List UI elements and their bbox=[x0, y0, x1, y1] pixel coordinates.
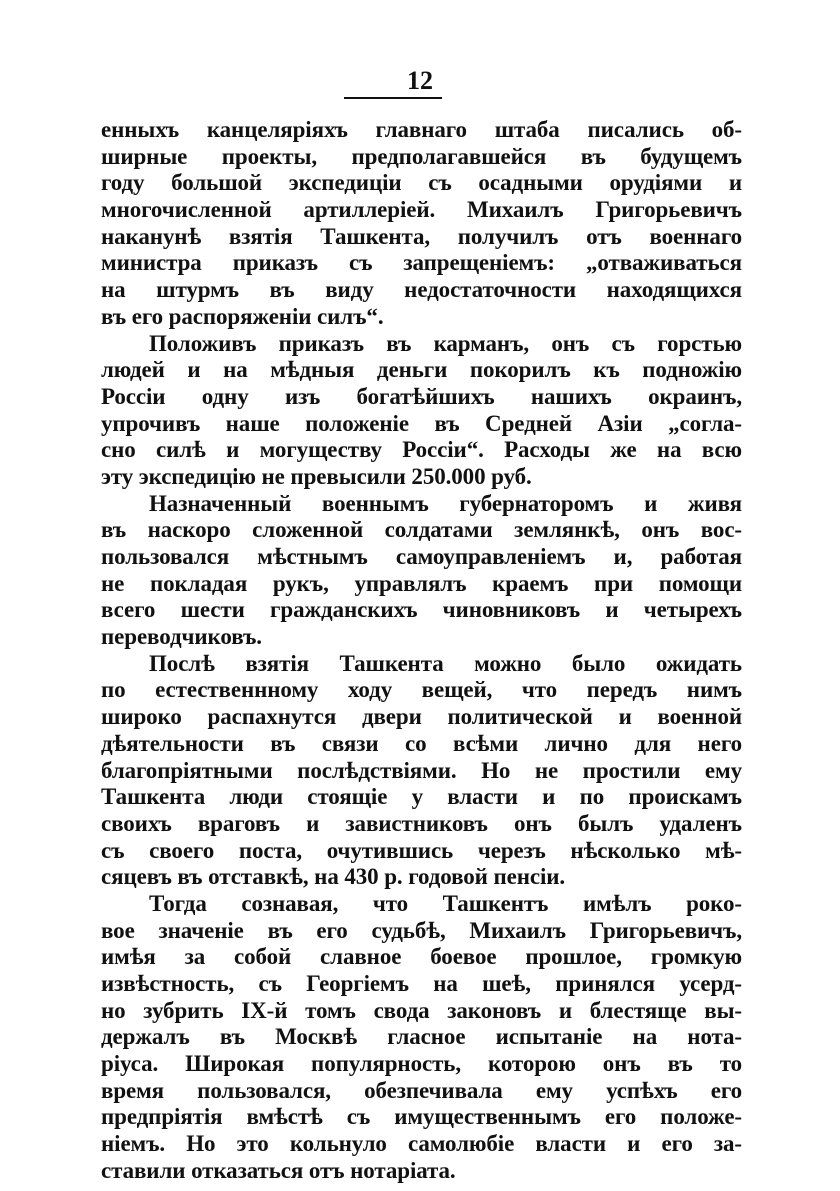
text-line: министра приказъ съ запрещеніемъ: „отваживаться bbox=[101, 250, 742, 276]
text-line: Назначенный военнымъ губернаторомъ и живя bbox=[149, 490, 742, 516]
text-line: пользовался мѣстнымъ самоуправленіемъ и, работая bbox=[101, 544, 742, 569]
text-line: съ своего поста, очутившись черезъ нѣсколько мѣ- bbox=[101, 837, 742, 863]
text-line: ніемъ. Но это кольнуло самолюбіе власти и его за- bbox=[101, 1131, 742, 1157]
text-line: году большой экспедиціи съ осадными орудіями и bbox=[101, 170, 742, 196]
text-line: на штурмъ въ виду недостаточности находящихся bbox=[101, 277, 742, 303]
text-line: предпріятія вмѣстѣ съ имущественнымъ его положе- bbox=[101, 1104, 742, 1130]
text-line: Тогда сознавая, что Ташкентъ имѣлъ роко- bbox=[149, 890, 742, 916]
text-line: упрочивъ наше положеніе въ Средней Азіи „согла- bbox=[101, 410, 742, 436]
text-line: своихъ враговъ и завистниковъ онъ былъ удаленъ bbox=[101, 810, 742, 836]
page-number-rule bbox=[344, 97, 442, 99]
text-line: въ его распоряженіи силъ“. bbox=[101, 303, 384, 329]
text-line: благопріятными послѣдствіями. Но не простили ему bbox=[101, 757, 742, 783]
page-number: 12 bbox=[407, 66, 433, 95]
text-line: енныхъ канцеляріяхъ главнаго штаба писались об- bbox=[101, 117, 742, 142]
text-line: сяцевъ въ отставкѣ, на 430 р. годовой пенсіи. bbox=[101, 864, 566, 890]
text-line: Послѣ взятія Ташкента можно было ожидать bbox=[149, 650, 742, 676]
text-line: не покладая рукъ, управлялъ краемъ при помощи bbox=[101, 570, 742, 596]
text-line: но зубрить IX-й томъ свода законовъ и блестяще вы- bbox=[101, 997, 742, 1023]
text-line: по естественнному ходу вещей, что передъ нимъ bbox=[101, 677, 742, 703]
text-line: наканунѣ взятія Ташкента, получилъ отъ военнаго bbox=[101, 223, 742, 249]
text-line: многочисленной артиллеріей. Михаилъ Григорьевичъ bbox=[101, 197, 742, 223]
text-line: переводчиковъ. bbox=[101, 624, 262, 650]
text-line: сно силѣ и могуществу Россіи“. Расходы же на всю bbox=[101, 437, 742, 463]
text-line: эту экспедицію не превысили 250.000 руб. bbox=[101, 463, 532, 489]
text-line: имѣя за собой славное боевое прошлое, громкую bbox=[101, 944, 742, 970]
text-line: вое значеніе въ его судьбѣ, Михаилъ Григорьевичъ, bbox=[101, 917, 742, 943]
text-line: держалъ въ Москвѣ гласное испытаніе на нота- bbox=[101, 1024, 742, 1050]
text-line: ширные проекты, предполагавшейся въ будущемъ bbox=[101, 143, 742, 169]
text-line: людей и на мѣдныя деньги покорилъ къ подножію bbox=[101, 357, 742, 383]
text-line: дѣятельности въ связи со всѣми лично для него bbox=[101, 730, 742, 756]
text-line: широко распахнутся двери политической и военной bbox=[101, 704, 742, 730]
text-line: Положивъ приказъ въ карманъ, онъ съ горстью bbox=[149, 330, 742, 356]
text-line: въ наскоро сложенной солдатами землянкѣ, онъ вос- bbox=[101, 517, 742, 543]
text-line: ставили отказаться отъ нотаріата. bbox=[101, 1157, 456, 1183]
body-text bbox=[101, 117, 742, 1185]
text-line: время пользовался, обезпечивала ему успѣхъ его bbox=[101, 1077, 742, 1103]
text-line: ріуса. Широкая популярность, которою онъ въ то bbox=[101, 1051, 742, 1077]
text-line: Ташкента люди стоящіе у власти и по проискамъ bbox=[101, 784, 742, 810]
text-line: Россіи одну изъ богатѣйшихъ нашихъ окраинъ, bbox=[101, 383, 742, 409]
text-line: извѣстность, съ Георгіемъ на шеѣ, принялся усерд- bbox=[101, 971, 742, 996]
text-line: всего шести гражданскихъ чиновниковъ и четырехъ bbox=[101, 597, 742, 623]
